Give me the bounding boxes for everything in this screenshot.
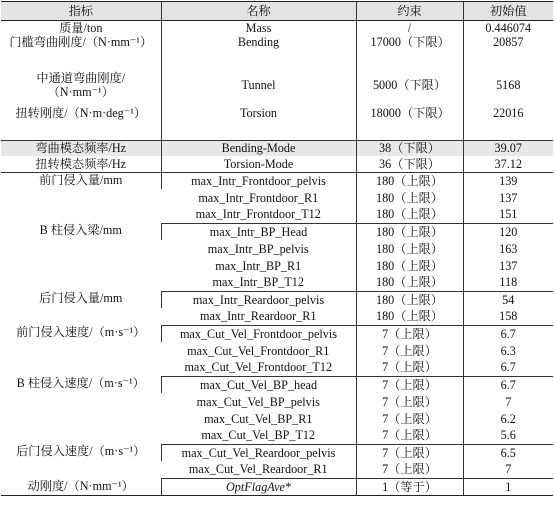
table-row (1, 478, 553, 495)
name-cell: max_Intr_BP_T12 (161, 274, 356, 291)
initial-cell: 139 (463, 172, 553, 189)
header-name: 名称 (161, 2, 356, 21)
table-header-row (1, 2, 553, 21)
name-cell: OptFlagAve* (161, 478, 356, 495)
constraint-cell: 180（上限） (356, 291, 463, 308)
name-cell: Tunnel (161, 66, 356, 104)
constraint-cell: 180（上限） (356, 274, 463, 291)
constraint-cell: 7（上限） (356, 325, 463, 342)
table-row (1, 21, 553, 36)
indicator-cell: 扭转模态频率/Hz (1, 156, 161, 172)
name-cell: Bending (161, 35, 356, 66)
initial-cell: 158 (463, 308, 553, 325)
constraint-cell: / (356, 21, 463, 36)
initial-cell: 7 (463, 393, 553, 410)
constraint-cell: 180（上限） (356, 240, 463, 257)
initial-cell: 39.07 (463, 140, 553, 156)
initial-cell: 6.2 (463, 410, 553, 427)
header-indicator: 指标 (1, 2, 161, 21)
name-cell: max_Intr_Frontdoor_pelvis (161, 172, 356, 189)
initial-cell: 6.7 (463, 359, 553, 376)
initial-cell: 118 (463, 274, 553, 291)
name-cell: max_Intr_BP_R1 (215, 258, 302, 273)
name-cell: max_Cut_Vel_Frontdoor_R1 (187, 343, 330, 358)
indicator-cell: B 柱侵入梁/mm (39, 223, 122, 237)
name-cell: max_Intr_BP_Head (161, 223, 356, 240)
initial-cell: 1 (463, 478, 553, 495)
name-cell: Mass (161, 21, 356, 36)
indicator-cell: B 柱侵入速度/（m·s⁻¹） (16, 376, 145, 390)
constraint-table (1, 1, 553, 496)
initial-cell: 137 (463, 189, 553, 206)
constraint-cell: 7（上限） (356, 342, 463, 359)
name-cell: max_Cut_Vel_Reardoor_pelvis (161, 444, 356, 461)
indicator-cell: 前门侵入速度/（m·s⁻¹） (16, 325, 146, 339)
constraint-cell: 17000（下限） (356, 35, 463, 66)
constraint-cell: 36（下限） (356, 156, 463, 172)
constraint-cell: 7（上限） (356, 376, 463, 393)
name-cell: max_Intr_Frontdoor_R1 (198, 190, 319, 205)
initial-cell: 137 (463, 257, 553, 274)
name-cell: max_Intr_Reardoor_pelvis (161, 291, 356, 308)
initial-cell: 163 (463, 240, 553, 257)
indicator-cell: 中通道弯曲刚度/（N·mm⁻¹） (36, 71, 126, 99)
constraint-cell: 7（上限） (356, 461, 463, 478)
table-row (1, 35, 553, 66)
table-row (1, 104, 553, 140)
indicator-cell: 动刚度/（N·mm⁻¹） (1, 478, 161, 495)
constraint-cell: 38（下限） (356, 140, 463, 156)
constraint-cell: 7（上限） (356, 393, 463, 410)
initial-cell: 6.7 (463, 376, 553, 393)
constraint-cell: 180（上限） (356, 189, 463, 206)
name-cell: max_Intr_BP_pelvis (207, 241, 309, 256)
table-row (1, 325, 553, 342)
name-cell: max_Cut_Vel_BP_pelvis (196, 394, 320, 409)
table-row (1, 291, 553, 308)
name-cell: max_Cut_Vel_BP_head (161, 376, 356, 393)
indicator-cell: 前门侵入量/mm (39, 172, 123, 187)
name-cell: Bending-Mode (161, 140, 356, 156)
constraint-cell: 180（上限） (356, 172, 463, 189)
initial-cell: 0.446074 (463, 21, 553, 36)
indicator-cell: 门槛弯曲刚度/（N·mm⁻¹） (9, 35, 153, 49)
header-constraint: 约束 (356, 2, 463, 21)
constraint-cell: 180（上限） (356, 206, 463, 223)
table-row (1, 172, 553, 189)
initial-cell: 6.7 (463, 325, 553, 342)
name-cell: Torsion (161, 104, 356, 140)
indicator-cell: 后门侵入量/mm (39, 291, 123, 305)
table-row (1, 66, 553, 104)
name-cell: Torsion-Mode (161, 156, 356, 172)
table-row (1, 223, 553, 240)
table-row (1, 376, 553, 393)
name-cell: max_Intr_Frontdoor_T12 (161, 206, 356, 223)
name-cell: max_Cut_Vel_Frontdoor_pelvis (161, 325, 356, 342)
constraint-cell: 7（上限） (356, 427, 463, 444)
indicator-cell: 后门侵入速度/（m·s⁻¹） (16, 444, 146, 458)
constraint-cell: 1（等于） (356, 478, 463, 495)
initial-cell: 120 (463, 223, 553, 240)
name-cell: max_Cut_Vel_BP_T12 (161, 427, 356, 444)
initial-cell: 5.6 (463, 427, 553, 444)
indicator-cell: 扭转刚度/（N·m·deg⁻¹） (1, 104, 161, 140)
constraint-cell: 180（上限） (356, 257, 463, 274)
name-cell: max_Cut_Vel_Reardoor_R1 (161, 461, 356, 478)
initial-cell: 22016 (463, 104, 553, 140)
initial-cell: 37.12 (463, 156, 553, 172)
initial-cell: 5168 (463, 66, 553, 104)
constraint-cell: 180（上限） (356, 223, 463, 240)
initial-cell: 54 (463, 291, 553, 308)
table-row (1, 156, 553, 172)
initial-cell: 6.5 (463, 444, 553, 461)
initial-cell: 20857 (463, 35, 553, 66)
constraint-cell: 18000（下限） (356, 104, 463, 140)
table-row (1, 444, 553, 461)
initial-cell: 6.3 (463, 342, 553, 359)
constraint-cell: 7（上限） (356, 410, 463, 427)
name-cell: max_Cut_Vel_BP_R1 (204, 411, 313, 426)
constraint-cell: 180（上限） (356, 308, 463, 325)
initial-cell: 7 (463, 461, 553, 478)
constraint-cell: 5000（下限） (356, 66, 463, 104)
name-cell: max_Intr_Reardoor_R1 (161, 308, 356, 325)
name-cell: max_Cut_Vel_Frontdoor_T12 (161, 359, 356, 376)
indicator-cell: 质量/ton (59, 21, 103, 35)
table-row (1, 140, 553, 156)
header-initial: 初始值 (463, 2, 553, 21)
indicator-cell: 弯曲模态频率/Hz (1, 140, 161, 156)
constraint-cell: 7（上限） (356, 359, 463, 376)
initial-cell: 151 (463, 206, 553, 223)
constraint-cell: 7（上限） (356, 444, 463, 461)
